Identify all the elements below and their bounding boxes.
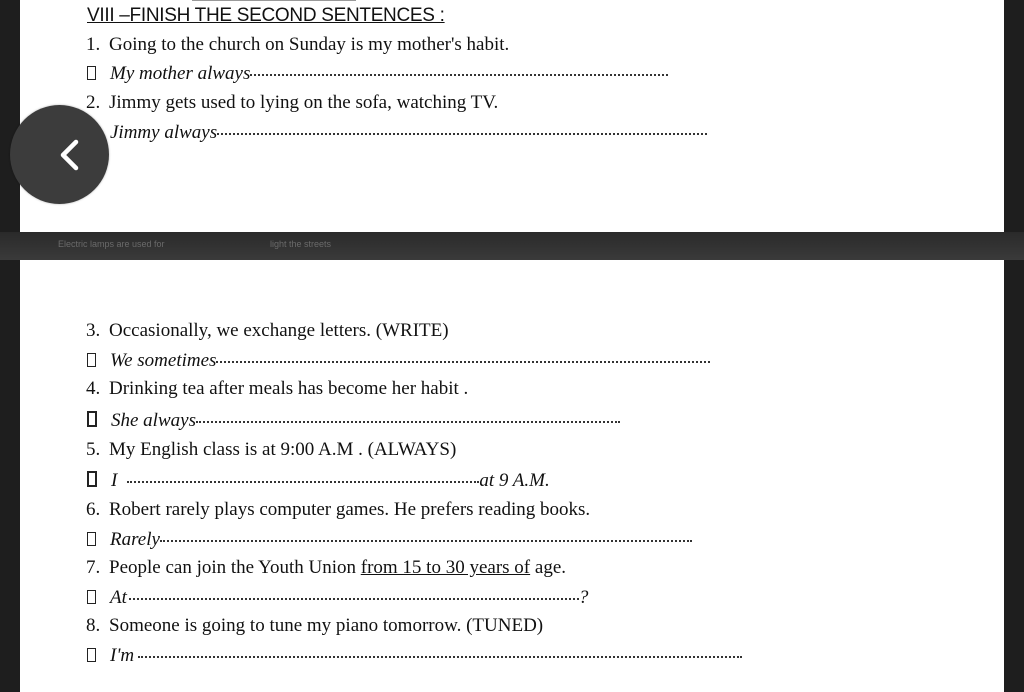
question-6 [86,499,590,521]
answer-stem: We sometimes [110,350,217,371]
question-text: Robert rarely plays computer games. He prefers reading books. [109,499,591,520]
question-text-post: age. [530,557,567,578]
question-text: Occasionally, we exchange letters. (WRITE) [109,320,449,341]
answer-stem: I [111,470,118,491]
answer-tail: ? [578,587,589,608]
question-4 [86,378,468,400]
checkbox-icon [87,353,96,367]
answer-4 [87,410,620,432]
checkbox-icon [87,66,96,80]
question-text: Someone is going to tune my piano tomorrow. (TUNED) [109,615,544,636]
strip-text-right: light the streets [270,239,332,249]
answer-stem: She always [111,410,196,431]
question-text: Going to the church on Sunday is my mother's habit. [109,34,510,55]
question-8 [86,615,543,637]
checkbox-icon [87,411,97,427]
answer-6 [87,529,692,551]
strip-text-left: Electric lamps are used for [58,239,165,249]
page-gap-strip [0,232,1024,260]
answer-blank[interactable] [250,73,668,76]
question-number: 5. [86,439,101,460]
question-number: 4. [86,378,101,399]
answer-stem: I'm [110,645,135,666]
answer-blank[interactable] [127,480,479,483]
chevron-left-icon [10,105,109,204]
question-number: 2. [86,92,101,113]
question-5 [86,439,456,461]
question-text-underlined: from 15 to 30 years of [360,557,531,578]
question-text: Drinking tea after meals has become her habit . [109,378,469,399]
question-number: 6. [86,499,101,520]
question-number: 1. [86,34,101,55]
answer-blank[interactable] [217,132,707,135]
checkbox-icon [87,471,97,487]
question-1 [86,34,509,56]
question-text: Jimmy gets used to lying on the sofa, watching TV. [109,92,499,113]
section-heading: VIII –FINISH THE SECOND SENTENCES : [87,5,445,26]
question-text-pre: People can join the Youth Union [109,557,361,578]
question-3 [86,320,449,342]
answer-stem: Jimmy always [110,122,218,143]
answer-tail: at 9 A.M. [479,470,550,491]
answer-2 [87,122,707,144]
answer-5 [87,470,550,492]
answer-8 [87,645,742,667]
answer-blank[interactable] [196,420,620,423]
answer-blank[interactable] [216,360,710,363]
answer-1 [87,63,668,85]
question-text: My English class is at 9:00 A.M . (ALWAYS) [109,439,457,460]
answer-blank[interactable] [160,539,692,542]
top-rule [192,0,356,1]
answer-blank[interactable] [138,655,742,658]
answer-blank[interactable] [129,597,579,600]
answer-7 [87,587,588,609]
checkbox-icon [87,648,96,662]
answer-3 [87,350,710,372]
question-number: 7. [86,557,101,578]
question-7 [86,557,566,579]
question-2 [86,92,498,114]
answer-stem: My mother always [110,63,251,84]
back-button[interactable] [10,105,109,204]
answer-stem: Rarely [110,529,160,550]
question-number: 3. [86,320,101,341]
answer-stem: At [110,587,127,608]
question-number: 8. [86,615,101,636]
checkbox-icon [87,590,96,604]
checkbox-icon [87,532,96,546]
